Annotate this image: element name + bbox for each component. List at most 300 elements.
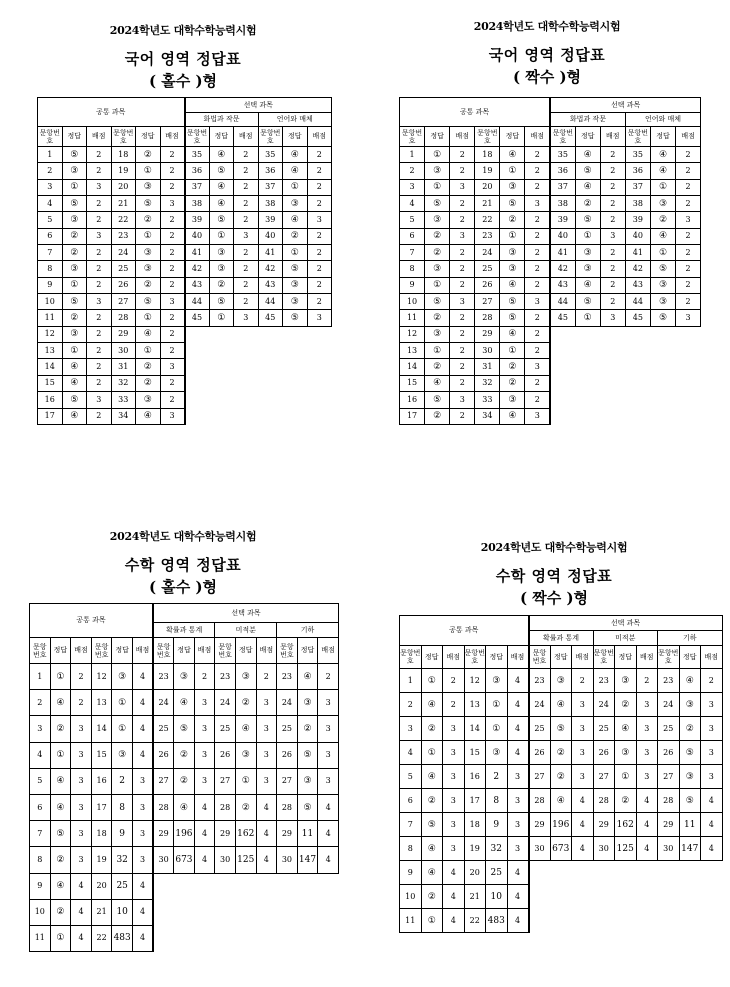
score-cell: 3: [234, 228, 259, 244]
answer-cell: ①: [112, 690, 133, 716]
answer-cell: ①: [486, 717, 508, 741]
qnum-cell: 43: [550, 277, 575, 293]
answer-cell: ③: [283, 277, 308, 293]
score-cell: 2: [87, 359, 112, 375]
qnum-header: 문항번호: [475, 127, 500, 147]
exam-type: ( 짝수 )형: [512, 68, 582, 86]
qnum-cell: 37: [258, 179, 283, 195]
qnum-cell: 27: [153, 768, 174, 794]
qnum-header: 문항번호: [30, 638, 51, 664]
qnum-cell: 4: [400, 196, 425, 212]
score-cell: 3: [572, 765, 594, 789]
qnum-cell: 43: [625, 277, 650, 293]
score-cell: 3: [87, 179, 112, 195]
answer-cell: 11: [297, 821, 318, 847]
score-cell: 3: [71, 716, 92, 742]
score-cell: 3: [194, 768, 215, 794]
score-cell: 2: [450, 212, 475, 228]
table-row: [400, 261, 701, 277]
answer-cell: ②: [650, 212, 675, 228]
answer-cell: ④: [425, 375, 450, 391]
qnum-cell: 44: [550, 294, 575, 310]
answer-cell: ②: [615, 789, 637, 813]
table-row: [30, 716, 339, 742]
empty-cell: [550, 861, 572, 885]
empty-cell: [550, 326, 575, 342]
exam-title: 2024학년도 대학수학능력시험: [109, 530, 257, 543]
score-cell: 3: [71, 768, 92, 794]
answer-cell: ③: [650, 196, 675, 212]
empty-cell: [550, 909, 572, 933]
empty-cell: [256, 925, 277, 951]
common-header: 공통 과목: [38, 98, 185, 127]
answer-cell: 162: [615, 813, 637, 837]
answer-cell: ④: [209, 147, 234, 163]
qnum-cell: 5: [38, 212, 63, 228]
score-cell: 4: [256, 847, 277, 873]
score-cell: 4: [507, 693, 529, 717]
score-cell: 2: [450, 359, 475, 375]
exam-type: ( 홀수 )형: [148, 578, 218, 596]
score-cell: 2: [676, 294, 701, 310]
answer-cell: ③: [283, 294, 308, 310]
table-row: [38, 261, 332, 277]
score-cell: 2: [701, 669, 723, 693]
answer-cell: 10: [486, 885, 508, 909]
qnum-cell: 28: [215, 794, 236, 820]
answer-cell: ④: [421, 693, 443, 717]
score-cell: 2: [307, 147, 332, 163]
table-row: [30, 821, 339, 847]
exam-type: ( 짝수 )형: [519, 589, 589, 607]
score-cell: 3: [443, 789, 465, 813]
elective-name: 미적분: [593, 631, 658, 646]
qnum-cell: 23: [111, 228, 136, 244]
score-cell: 2: [160, 261, 185, 277]
answer-cell: ⑤: [62, 294, 87, 310]
score-cell: 4: [71, 873, 92, 899]
answer-header: 정답: [500, 127, 525, 147]
answer-cell: ①: [209, 228, 234, 244]
qnum-cell: 43: [185, 277, 210, 293]
score-cell: 3: [600, 310, 625, 326]
answer-cell: ③: [575, 261, 600, 277]
score-cell: 2: [87, 212, 112, 228]
score-cell: 3: [525, 408, 550, 424]
empty-cell: [658, 909, 680, 933]
answer-cell: ②: [425, 245, 450, 261]
qnum-cell: 3: [400, 179, 425, 195]
score-cell: 2: [600, 179, 625, 195]
score-cell: 2: [87, 261, 112, 277]
qnum-cell: 31: [475, 359, 500, 375]
answer-cell: 32: [486, 837, 508, 861]
empty-cell: [676, 392, 701, 408]
answer-cell: ①: [500, 228, 525, 244]
qnum-cell: 35: [258, 147, 283, 163]
score-cell: 3: [450, 179, 475, 195]
qnum-cell: 8: [400, 261, 425, 277]
answer-cell: ⑤: [500, 310, 525, 326]
answer-cell: ①: [136, 343, 161, 359]
score-cell: 3: [132, 768, 153, 794]
table-row: [400, 294, 701, 310]
answer-cell: ②: [62, 228, 87, 244]
score-cell: 2: [450, 326, 475, 342]
answer-cell: ⑤: [297, 742, 318, 768]
qnum-cell: 41: [550, 245, 575, 261]
elective-name: 화법과 작문: [185, 113, 259, 127]
qnum-cell: 36: [550, 163, 575, 179]
answer-cell: ⑤: [679, 741, 701, 765]
answer-cell: ④: [679, 669, 701, 693]
qnum-cell: 41: [625, 245, 650, 261]
qnum-cell: 7: [38, 245, 63, 261]
score-header: 배점: [701, 646, 723, 669]
qnum-cell: 6: [400, 228, 425, 244]
math-odd-header: [108, 528, 258, 597]
score-cell: 3: [507, 789, 529, 813]
score-cell: 4: [132, 925, 153, 951]
answer-cell: ①: [575, 228, 600, 244]
answer-cell: ①: [615, 765, 637, 789]
score-cell: 4: [132, 899, 153, 925]
answer-cell: ④: [500, 408, 525, 424]
elective-header: 선택 과목: [153, 604, 338, 623]
empty-cell: [679, 909, 701, 933]
score-cell: 2: [676, 179, 701, 195]
table-row: [400, 765, 723, 789]
score-cell: 3: [701, 693, 723, 717]
qnum-cell: 37: [550, 179, 575, 195]
table-row: [400, 408, 701, 424]
answer-cell: ⑤: [650, 261, 675, 277]
answer-cell: ①: [235, 768, 256, 794]
table-row: [38, 196, 332, 212]
empty-cell: [307, 326, 332, 342]
qnum-cell: 17: [464, 789, 486, 813]
empty-cell: [550, 885, 572, 909]
empty-cell: [297, 873, 318, 899]
answer-cell: ③: [136, 261, 161, 277]
qnum-cell: 45: [258, 310, 283, 326]
qnum-cell: 42: [625, 261, 650, 277]
qnum-cell: 41: [258, 245, 283, 261]
qnum-cell: 30: [529, 837, 551, 861]
answer-cell: ②: [421, 717, 443, 741]
score-cell: 3: [701, 765, 723, 789]
table-row: [38, 147, 332, 163]
score-cell: 2: [160, 212, 185, 228]
qnum-cell: 22: [464, 909, 486, 933]
score-header: 배점: [600, 127, 625, 147]
exam-title: 2024학년도 대학수학능력시험: [109, 24, 257, 37]
score-cell: 4: [194, 847, 215, 873]
empty-cell: [258, 326, 283, 342]
empty-cell: [676, 375, 701, 391]
qnum-cell: 27: [593, 765, 615, 789]
qnum-cell: 29: [529, 813, 551, 837]
empty-cell: [318, 925, 339, 951]
answer-cell: ②: [425, 408, 450, 424]
answer-cell: ①: [136, 310, 161, 326]
qnum-cell: 15: [464, 741, 486, 765]
answer-cell: 8: [112, 794, 133, 820]
qnum-cell: 29: [111, 326, 136, 342]
score-header: 배점: [450, 127, 475, 147]
answer-cell: 11: [679, 813, 701, 837]
score-cell: 2: [450, 277, 475, 293]
qnum-cell: 14: [38, 359, 63, 375]
score-cell: 4: [132, 690, 153, 716]
table-row: [400, 789, 723, 813]
empty-cell: [258, 343, 283, 359]
qnum-cell: 11: [400, 909, 422, 933]
answer-cell: ③: [62, 163, 87, 179]
qnum-cell: 6: [30, 794, 51, 820]
answer-cell: ②: [297, 716, 318, 742]
table-row: [30, 847, 339, 873]
score-cell: 2: [450, 408, 475, 424]
qnum-cell: 32: [475, 375, 500, 391]
score-cell: 3: [87, 294, 112, 310]
answer-cell: ④: [421, 837, 443, 861]
qnum-cell: 29: [593, 813, 615, 837]
answer-cell: ②: [550, 741, 572, 765]
answer-cell: ③: [500, 261, 525, 277]
qnum-cell: 37: [625, 179, 650, 195]
score-cell: 3: [525, 359, 550, 375]
table-row: [38, 343, 332, 359]
answer-header: 정답: [209, 127, 234, 147]
score-header: 배점: [132, 638, 153, 664]
score-cell: 4: [256, 821, 277, 847]
score-cell: 3: [701, 717, 723, 741]
qnum-cell: 4: [30, 742, 51, 768]
empty-cell: [185, 359, 210, 375]
math-even-answer-table: [399, 615, 723, 933]
score-cell: 4: [443, 909, 465, 933]
answer-cell: ③: [615, 741, 637, 765]
answer-cell: ①: [486, 693, 508, 717]
qnum-cell: 35: [185, 147, 210, 163]
answer-cell: ④: [421, 861, 443, 885]
score-cell: 2: [676, 261, 701, 277]
empty-cell: [636, 885, 658, 909]
score-header: 배점: [234, 127, 259, 147]
score-cell: 2: [525, 163, 550, 179]
score-cell: 2: [71, 664, 92, 690]
qnum-cell: 1: [38, 147, 63, 163]
empty-cell: [575, 359, 600, 375]
score-cell: 2: [600, 147, 625, 163]
qnum-cell: 13: [464, 693, 486, 717]
score-cell: 2: [234, 212, 259, 228]
answer-cell: ③: [112, 742, 133, 768]
answer-cell: ②: [209, 277, 234, 293]
table-row: [38, 294, 332, 310]
answer-cell: ②: [425, 310, 450, 326]
table-row: [400, 861, 723, 885]
answer-cell: ④: [62, 359, 87, 375]
answer-cell: ⑤: [650, 310, 675, 326]
empty-cell: [234, 392, 259, 408]
table-row: [30, 794, 339, 820]
empty-cell: [185, 326, 210, 342]
empty-cell: [194, 873, 215, 899]
answer-cell: ③: [500, 179, 525, 195]
qnum-header: 문항번호: [185, 127, 210, 147]
qnum-cell: 3: [30, 716, 51, 742]
answer-cell: ⑤: [62, 147, 87, 163]
table-row: [30, 664, 339, 690]
score-cell: 2: [525, 277, 550, 293]
answer-cell: ③: [297, 768, 318, 794]
score-cell: 2: [87, 375, 112, 391]
table-row: [400, 196, 701, 212]
answer-cell: ④: [50, 690, 71, 716]
qnum-header: 문항번호: [464, 646, 486, 669]
qnum-cell: 25: [593, 717, 615, 741]
qnum-header: 문항번호: [400, 646, 422, 669]
qnum-cell: 45: [550, 310, 575, 326]
score-header: 배점: [525, 127, 550, 147]
score-cell: 2: [87, 408, 112, 424]
table-row: [30, 742, 339, 768]
qnum-cell: 6: [400, 789, 422, 813]
answer-cell: ①: [62, 179, 87, 195]
score-cell: 3: [507, 837, 529, 861]
qnum-cell: 4: [400, 741, 422, 765]
qnum-cell: 27: [215, 768, 236, 794]
empty-cell: [235, 925, 256, 951]
score-cell: 3: [256, 716, 277, 742]
answer-cell: ②: [136, 212, 161, 228]
qnum-cell: 25: [658, 717, 680, 741]
qnum-cell: 31: [111, 359, 136, 375]
score-cell: 4: [701, 789, 723, 813]
score-cell: 3: [572, 693, 594, 717]
empty-cell: [615, 909, 637, 933]
answer-cell: ③: [679, 765, 701, 789]
answer-cell: ⑤: [136, 196, 161, 212]
empty-cell: [283, 343, 308, 359]
score-cell: 3: [507, 813, 529, 837]
answer-header: 정답: [235, 638, 256, 664]
answer-cell: ③: [136, 392, 161, 408]
score-cell: 2: [160, 343, 185, 359]
table-row: [400, 343, 701, 359]
score-cell: 2: [307, 179, 332, 195]
empty-cell: [153, 899, 174, 925]
score-cell: 4: [443, 861, 465, 885]
subject-title: 국어 영역 정답표: [124, 50, 242, 68]
empty-cell: [550, 375, 575, 391]
answer-cell: ④: [283, 212, 308, 228]
qnum-cell: 42: [185, 261, 210, 277]
score-cell: 3: [194, 716, 215, 742]
qnum-cell: 20: [91, 873, 112, 899]
qnum-cell: 40: [625, 228, 650, 244]
answer-cell: ①: [136, 228, 161, 244]
qnum-header: 문항번호: [258, 127, 283, 147]
score-cell: 2: [234, 163, 259, 179]
qnum-header: 문항번호: [529, 646, 551, 669]
answer-cell: ⑤: [297, 794, 318, 820]
score-cell: 2: [600, 163, 625, 179]
answer-cell: ⑤: [62, 196, 87, 212]
qnum-cell: 9: [30, 873, 51, 899]
empty-cell: [277, 873, 298, 899]
answer-header: 정답: [679, 646, 701, 669]
table-row: [38, 163, 332, 179]
answer-cell: 147: [297, 847, 318, 873]
answer-cell: ③: [136, 179, 161, 195]
answer-cell: ③: [486, 669, 508, 693]
table-row: [30, 873, 339, 899]
answer-cell: ⑤: [50, 821, 71, 847]
empty-cell: [600, 375, 625, 391]
elective-name: 기하: [658, 631, 723, 646]
score-cell: 2: [676, 245, 701, 261]
answer-cell: ④: [283, 147, 308, 163]
score-cell: 2: [71, 690, 92, 716]
common-header: 공통 과목: [400, 616, 529, 646]
answer-cell: ④: [550, 789, 572, 813]
empty-cell: [283, 392, 308, 408]
empty-cell: [307, 392, 332, 408]
score-cell: 2: [87, 147, 112, 163]
table-row: [30, 925, 339, 951]
answer-cell: 147: [679, 837, 701, 861]
qnum-cell: 16: [91, 768, 112, 794]
qnum-cell: 15: [400, 375, 425, 391]
score-header: 배점: [71, 638, 92, 664]
score-cell: 3: [71, 821, 92, 847]
score-cell: 3: [87, 392, 112, 408]
score-cell: 3: [132, 794, 153, 820]
score-cell: 2: [87, 310, 112, 326]
answer-cell: ③: [209, 245, 234, 261]
qnum-cell: 19: [475, 163, 500, 179]
score-cell: 2: [234, 261, 259, 277]
score-cell: 3: [234, 310, 259, 326]
score-cell: 2: [160, 245, 185, 261]
qnum-cell: 28: [111, 310, 136, 326]
empty-cell: [209, 375, 234, 391]
empty-cell: [615, 861, 637, 885]
qnum-cell: 28: [529, 789, 551, 813]
empty-cell: [174, 899, 195, 925]
score-cell: 3: [194, 690, 215, 716]
empty-cell: [234, 343, 259, 359]
answer-header: 정답: [421, 646, 443, 669]
qnum-cell: 30: [111, 343, 136, 359]
score-cell: 3: [160, 294, 185, 310]
empty-cell: [625, 343, 650, 359]
qnum-cell: 25: [111, 261, 136, 277]
qnum-cell: 24: [529, 693, 551, 717]
empty-cell: [235, 873, 256, 899]
qnum-cell: 30: [593, 837, 615, 861]
qnum-cell: 44: [185, 294, 210, 310]
header-row: [400, 98, 701, 113]
score-cell: 2: [443, 693, 465, 717]
answer-cell: ②: [500, 375, 525, 391]
qnum-cell: 14: [91, 716, 112, 742]
score-cell: 3: [256, 690, 277, 716]
qnum-cell: 23: [153, 664, 174, 690]
